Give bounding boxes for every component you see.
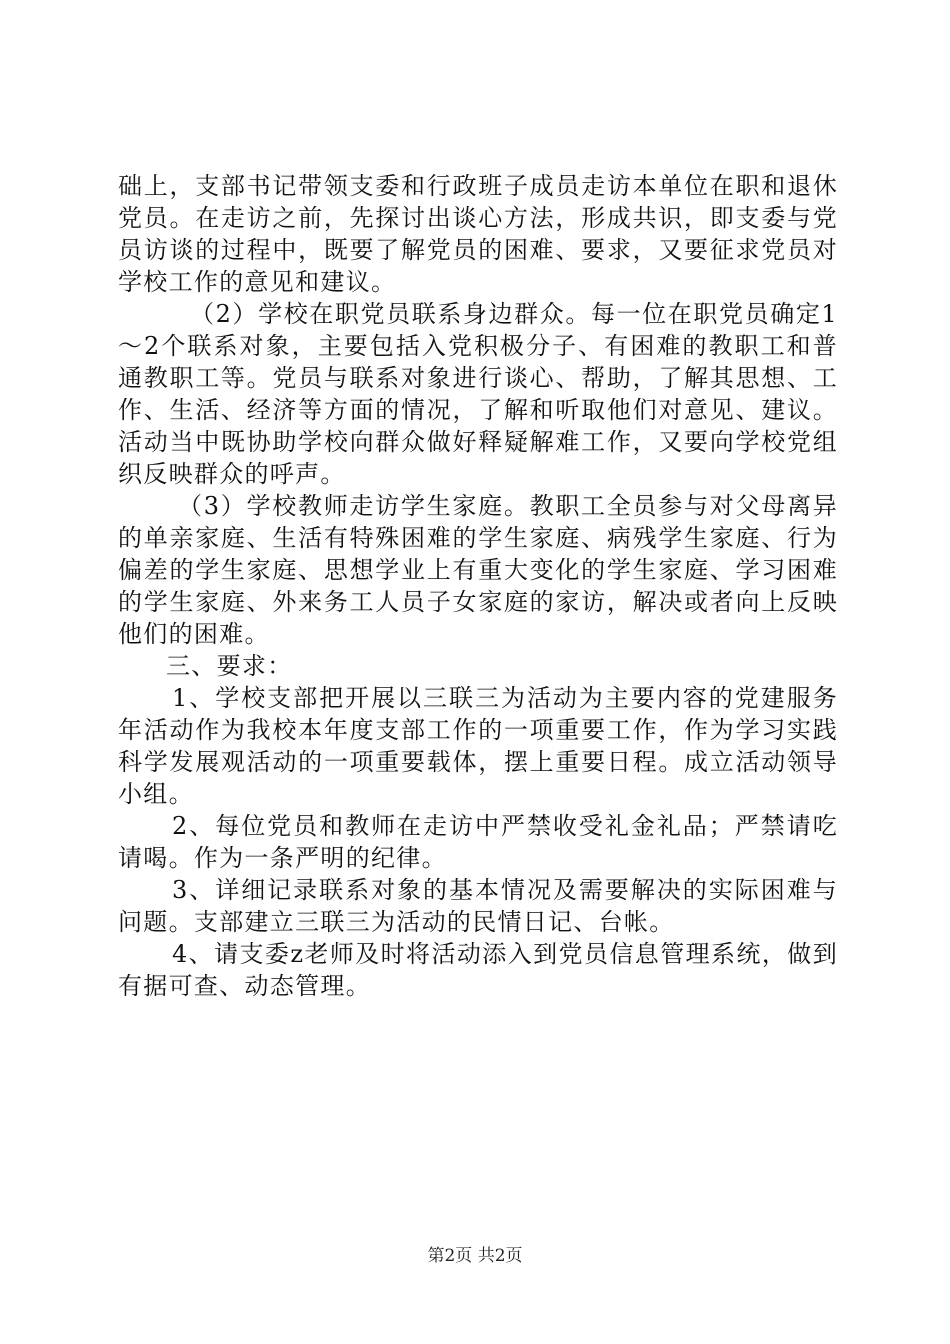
paragraph-item-2: （2）学校在职党员联系身边群众。每一位在职党员确定1～2个联系对象，主要包括入党积极分子、有困难的教职工和普通教职工等。党员与联系对象进行谈心、帮助，了解其思想、工作、生活、经济等方面的情况，了解和听取他们对意见、建议。活动当中既协助学校向群众做好释疑解难工作，又要向学校党组织反映群众的呼声。 bbox=[118, 300, 838, 488]
paragraph-item-3: （3）学校教师走访学生家庭。教职工全员参与对父母离异的单亲家庭、生活有特殊困难的学生家庭、病残学生家庭、行为偏差的学生家庭、思想学业上有重大变化的学生家庭、学习困难的学生家庭、外来务工人员子女家庭的家访，解决或者向上反映他们的困难。 bbox=[118, 492, 838, 648]
requirement-item-1: 1、学校支部把开展以三联三为活动为主要内容的党建服务年活动作为我校本年度支部工作的一项重要工作，作为学习实践科学发展观活动的一项重要载体，摆上重要日程。成立活动领导小组。 bbox=[118, 684, 838, 808]
requirement-item-2: 2、每位党员和教师在走访中严禁收受礼金礼品；严禁请吃请喝。作为一条严明的纪律。 bbox=[118, 812, 838, 872]
requirement-item-4: 4、请支委z老师及时将活动添入到党员信息管理系统，做到有据可查、动态管理。 bbox=[118, 940, 838, 1000]
document-body bbox=[118, 170, 838, 1002]
page-footer: 第2页 共2页 bbox=[427, 1246, 523, 1266]
requirement-item-3: 3、详细记录联系对象的基本情况及需要解决的实际困难与问题。支部建立三联三为活动的民情日记、台帐。 bbox=[118, 876, 838, 936]
section-heading-requirements: 三、要求： bbox=[166, 652, 293, 680]
paragraph-continued: 础上，支部书记带领支委和行政班子成员走访本单位在职和退休党员。在走访之前，先探讨出谈心方法，形成共识，即支委与党员访谈的过程中，既要了解党员的困难、要求，又要征求党员对学校工作的意见和建议。 bbox=[118, 172, 838, 296]
